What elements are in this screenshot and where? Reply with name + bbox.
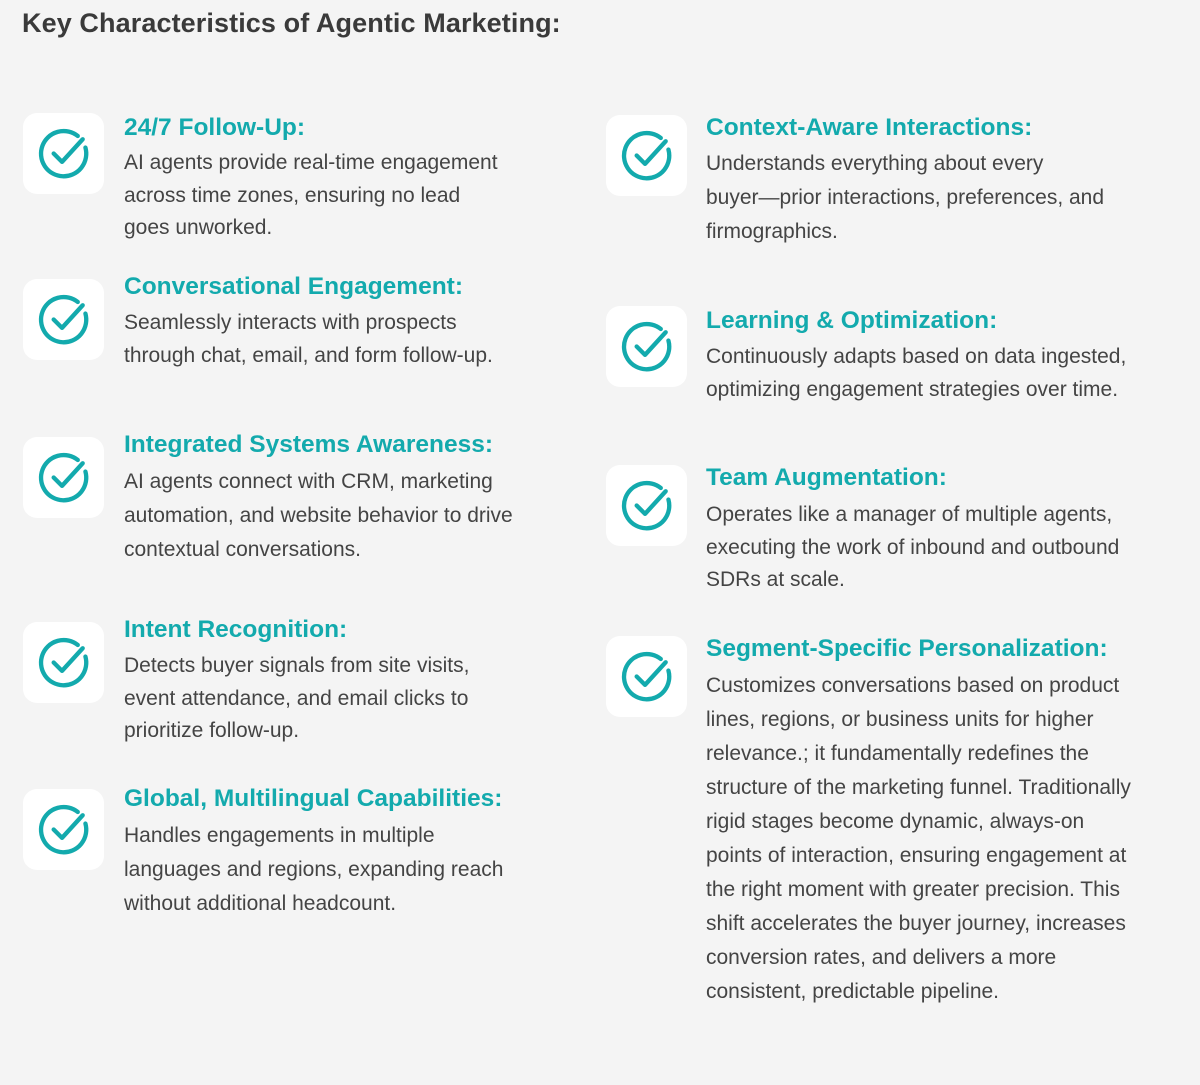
characteristic-item (23, 431, 583, 567)
item-title: Global, Multilingual Capabilities: (124, 785, 503, 812)
item-description: Understands everything about every buyer—prior interactions, preferences, and firmographics. (706, 152, 1105, 243)
characteristic-item (23, 785, 583, 924)
characteristic-item (606, 306, 1196, 406)
check-circle-icon (23, 279, 104, 360)
item-description: Seamlessly interacts with prospects through chat, email, and form follow-up. (124, 311, 493, 367)
characteristic-item (606, 115, 1196, 250)
check-circle-icon (23, 789, 104, 870)
item-description: AI agents provide real-time engagement across time zones, ensuring no lead goes unworked. (124, 151, 498, 239)
item-title: Intent Recognition: (124, 616, 348, 643)
item-title: Learning & Optimization: (706, 307, 998, 334)
check-circle-icon (606, 115, 687, 196)
item-title: Segment-Specific Personalization: (706, 635, 1108, 662)
characteristic-item (23, 616, 583, 752)
page-title: Key Characteristics of Agentic Marketing: (22, 8, 561, 38)
check-circle-icon (606, 306, 687, 387)
characteristic-item (23, 113, 583, 243)
item-title: Context-Aware Interactions: (706, 114, 1033, 141)
item-title: 24/7 Follow-Up: (124, 114, 306, 141)
item-title: Team Augmentation: (706, 464, 947, 491)
item-title: Integrated Systems Awareness: (124, 431, 494, 458)
item-title: Conversational Engagement: (124, 273, 463, 300)
check-circle-icon (606, 465, 687, 546)
item-description: Detects buyer signals from site visits, event attendance, and email clicks to prioritize follow-up. (124, 654, 470, 742)
check-circle-icon (23, 622, 104, 703)
item-description: Customizes conversations based on product lines, regions, or business units for higher relevance.; it fundamentally redefines the structure of the marketing funnel. Traditionally rigid stages become dynamic, always-on points of interaction, ensuring engagement at the right moment with greater precision. This shift accelerates the buyer journey, increases conversion rates, and delivers a more consistent, predictable pipeline. (706, 674, 1131, 1003)
item-description: Handles engagements in multiple languages and regions, expanding reach without additional headcount. (124, 824, 504, 915)
characteristic-item (23, 273, 583, 379)
item-description: Operates like a manager of multiple agents, executing the work of inbound and outbound SDRs at scale. (706, 503, 1120, 591)
item-description: AI agents connect with CRM, marketing automation, and website behavior to drive contextual conversations. (124, 470, 513, 561)
item-description: Continuously adapts based on data ingested, optimizing engagement strategies over time. (706, 345, 1127, 401)
check-circle-icon (23, 437, 104, 518)
check-circle-icon (606, 636, 687, 717)
characteristic-item (606, 636, 1196, 1016)
characteristic-item (606, 465, 1196, 595)
check-circle-icon (23, 113, 104, 194)
